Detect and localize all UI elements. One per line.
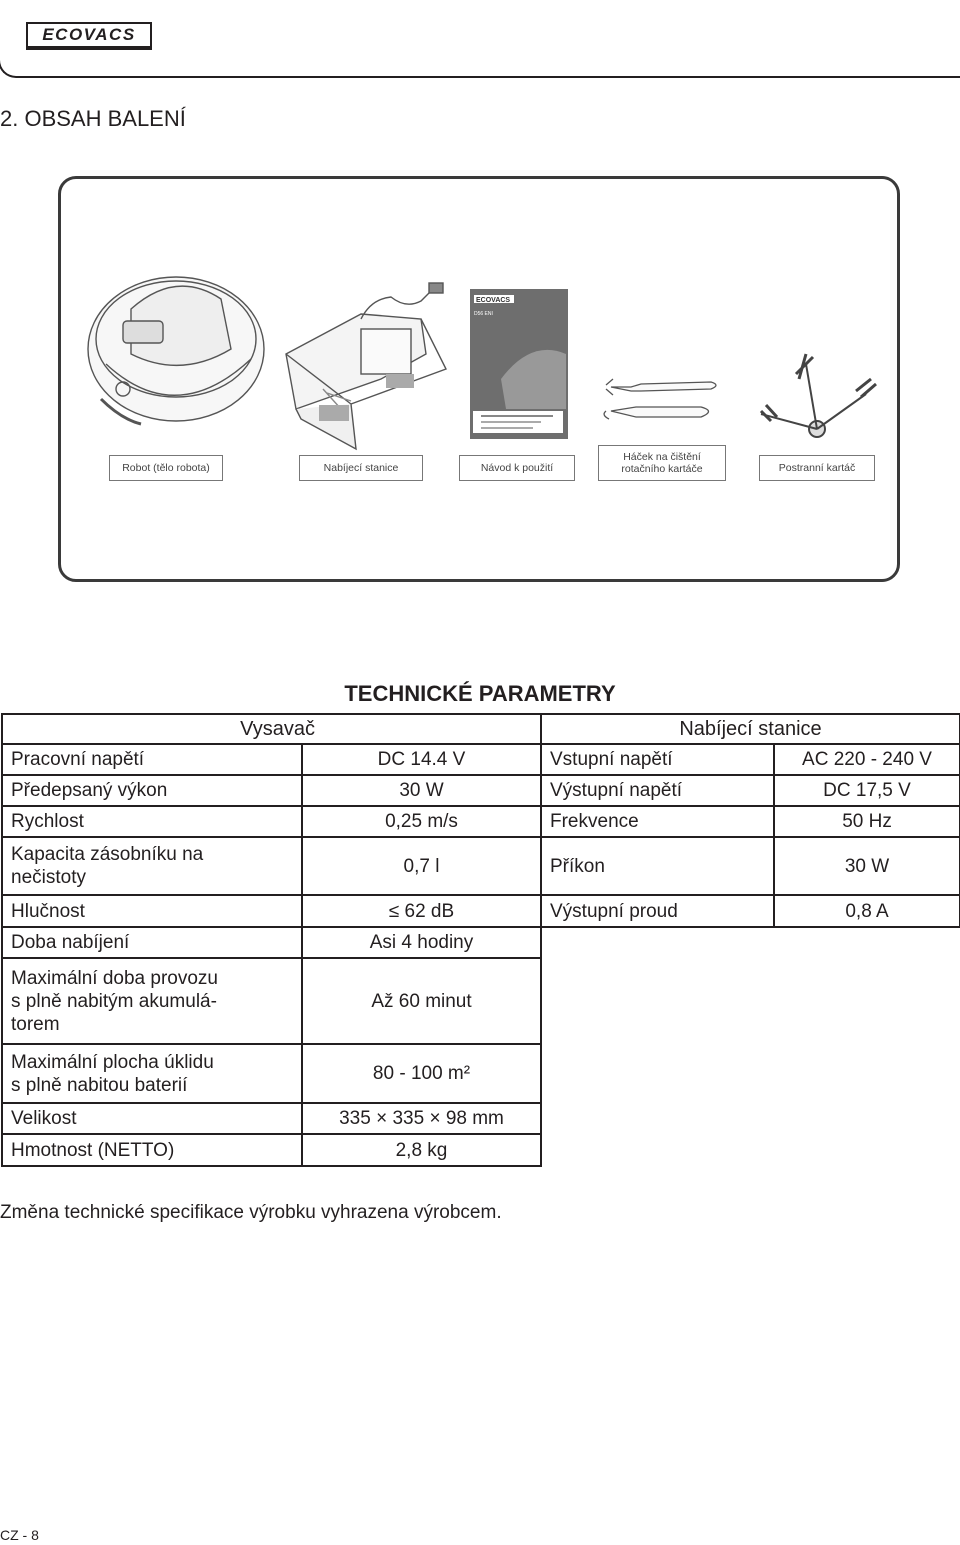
station-row-label: Výstupní proud xyxy=(541,895,774,927)
caption-side-brush: Postranní kartáč xyxy=(759,455,875,481)
row-label: Velikost xyxy=(2,1103,302,1134)
row-label: Hmotnost (NETTO) xyxy=(2,1134,302,1166)
row-label-line: nečistoty xyxy=(11,867,86,888)
row-label-line: s plně nabitým akumulá- xyxy=(11,990,217,1012)
row-label-line: Kapacita zásobníku na xyxy=(11,844,204,865)
station-row-value: 30 W xyxy=(774,837,960,895)
robot-vacuum-illustration xyxy=(88,277,264,424)
table-row xyxy=(2,837,960,895)
page-number: CZ - 8 xyxy=(0,1527,39,1543)
row-label-line: Maximální doba provozu xyxy=(11,967,218,989)
table-row xyxy=(2,775,960,806)
row-value: DC 14.4 V xyxy=(302,744,541,775)
table-header-row xyxy=(2,714,960,744)
table-row xyxy=(2,927,960,958)
manual-illustration xyxy=(470,289,568,439)
table-row xyxy=(2,806,960,837)
station-row-label: Výstupní napětí xyxy=(541,775,774,806)
station-row-label: Vstupní napětí xyxy=(541,744,774,775)
empty-station-area xyxy=(541,927,960,1166)
row-label xyxy=(2,1044,302,1103)
section-title: 2. OBSAH BALENÍ xyxy=(0,106,186,131)
caption-manual: Návod k použití xyxy=(459,455,575,481)
row-value: Asi 4 hodiny xyxy=(302,927,541,958)
logo-underline xyxy=(26,47,152,50)
row-value: 80 - 100 m² xyxy=(302,1044,541,1103)
row-label-line: s plně nabitou baterií xyxy=(11,1074,188,1096)
package-contents-illustration xyxy=(61,179,897,579)
caption-robot: Robot (tělo robota) xyxy=(109,455,223,481)
row-label-line: Maximální plocha úklidu xyxy=(11,1051,214,1073)
station-row-value: DC 17,5 V xyxy=(774,775,960,806)
station-row-label: Příkon xyxy=(541,837,774,895)
row-label xyxy=(2,837,302,895)
row-value: ≤ 62 dB xyxy=(302,895,541,927)
row-label xyxy=(2,958,302,1044)
caption-cleaning-hook xyxy=(598,445,726,481)
table-row xyxy=(2,895,960,927)
charging-station-illustration xyxy=(286,283,446,449)
manual-brand: ECOVACS xyxy=(476,297,511,304)
caption-cleaning-hook-line2: rotačního kartáče xyxy=(621,463,703,475)
cleaning-hook-illustration xyxy=(604,379,716,419)
row-label: Rychlost xyxy=(2,806,302,837)
station-row-value: 50 Hz xyxy=(774,806,960,837)
row-value: Až 60 minut xyxy=(302,958,541,1044)
caption-cleaning-hook-line1: Háček na čištění xyxy=(623,451,701,463)
row-value: 2,8 kg xyxy=(302,1134,541,1166)
tech-params-title-text: TECHNICKÉ PARAMETRY xyxy=(344,681,616,706)
row-label: Předepsaný výkon xyxy=(2,775,302,806)
tech-params-title xyxy=(0,681,960,707)
side-brush-illustration xyxy=(761,354,876,437)
ecovacs-logo xyxy=(26,22,152,52)
row-label: Doba nabíjení xyxy=(2,927,302,958)
station-header: Nabíjecí stanice xyxy=(541,714,960,744)
vacuum-header: Vysavač xyxy=(2,714,541,744)
row-label: Pracovní napětí xyxy=(2,744,302,775)
table-row xyxy=(2,744,960,775)
row-value: 335 × 335 × 98 mm xyxy=(302,1103,541,1134)
row-label: Hlučnost xyxy=(2,895,302,927)
package-contents-figure xyxy=(58,176,900,582)
manual-model: D56 ENI xyxy=(474,311,493,317)
tech-params-table xyxy=(1,713,960,1167)
footnote: Změna technické specifikace výrobku vyhrazena výrobcem. xyxy=(0,1202,502,1223)
logo-text: ECOVACS xyxy=(26,22,152,48)
row-value: 0,7 l xyxy=(302,837,541,895)
row-label-line: torem xyxy=(11,1013,60,1035)
caption-charging-station: Nabíjecí stanice xyxy=(299,455,423,481)
station-row-label: Frekvence xyxy=(541,806,774,837)
row-value: 30 W xyxy=(302,775,541,806)
station-row-value: AC 220 - 240 V xyxy=(774,744,960,775)
row-value: 0,25 m/s xyxy=(302,806,541,837)
station-row-value: 0,8 A xyxy=(774,895,960,927)
